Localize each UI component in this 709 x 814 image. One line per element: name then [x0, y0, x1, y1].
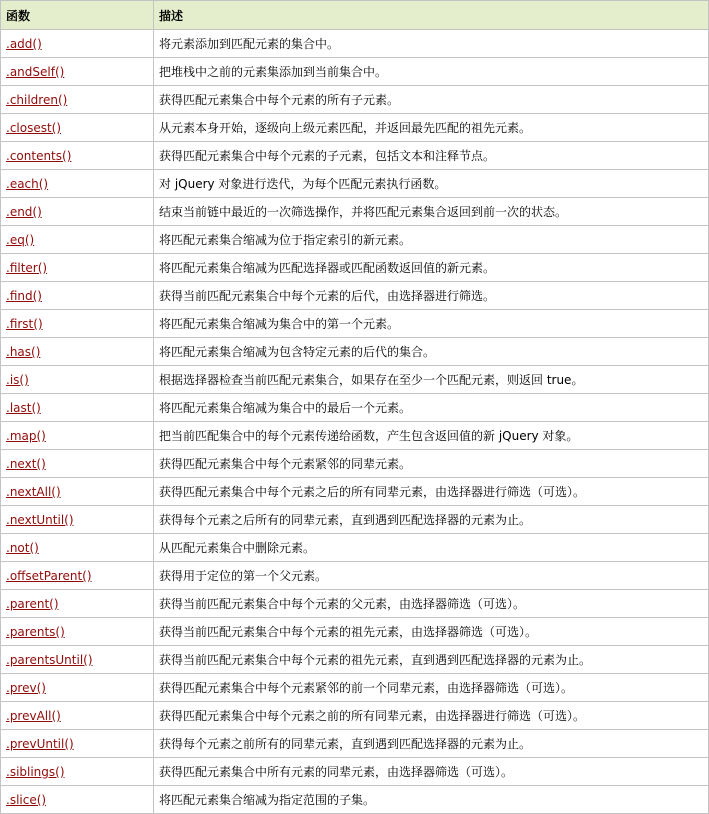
function-link[interactable]: .not() — [6, 540, 39, 555]
description-cell: 获得每个元素之前所有的同辈元素，直到遇到匹配选择器的元素为止。 — [154, 730, 709, 758]
table-row — [1, 758, 709, 786]
function-link[interactable]: .add() — [6, 36, 42, 51]
function-cell — [1, 394, 154, 422]
function-cell — [1, 114, 154, 142]
function-link[interactable]: .prevAll() — [6, 708, 61, 723]
function-cell — [1, 142, 154, 170]
description-cell: 获得当前匹配元素集合中每个元素的父元素，由选择器筛选（可选）。 — [154, 590, 709, 618]
function-cell — [1, 338, 154, 366]
header-description: 描述 — [154, 1, 709, 30]
function-link[interactable]: .next() — [6, 456, 46, 471]
function-cell — [1, 282, 154, 310]
description-cell: 获得匹配元素集合中每个元素之前的所有同辈元素，由选择器进行筛选（可选）。 — [154, 702, 709, 730]
table-row — [1, 86, 709, 114]
function-cell — [1, 30, 154, 58]
function-cell — [1, 198, 154, 226]
description-cell: 获得匹配元素集合中每个元素的子元素，包括文本和注释节点。 — [154, 142, 709, 170]
description-cell: 获得匹配元素集合中每个元素紧邻的同辈元素。 — [154, 450, 709, 478]
table-row — [1, 786, 709, 814]
function-link[interactable]: .prev() — [6, 680, 46, 695]
table-row — [1, 674, 709, 702]
table-body — [1, 30, 709, 814]
description-cell: 将匹配元素集合缩减为包含特定元素的后代的集合。 — [154, 338, 709, 366]
table-row — [1, 254, 709, 282]
function-link[interactable]: .nextUntil() — [6, 512, 74, 527]
function-link[interactable]: .filter() — [6, 260, 48, 275]
function-link[interactable]: .last() — [6, 400, 41, 415]
function-link[interactable]: .nextAll() — [6, 484, 61, 499]
table-row — [1, 730, 709, 758]
function-link[interactable]: .slice() — [6, 792, 47, 807]
function-link[interactable]: .andSelf() — [6, 64, 65, 79]
description-cell: 获得匹配元素集合中所有元素的同辈元素，由选择器筛选（可选）。 — [154, 758, 709, 786]
function-link[interactable]: .map() — [6, 428, 46, 443]
function-cell — [1, 450, 154, 478]
table-row — [1, 394, 709, 422]
function-link[interactable]: .offsetParent() — [6, 568, 92, 583]
header-function: 函数 — [1, 1, 154, 30]
description-cell: 将匹配元素集合缩减为集合中的第一个元素。 — [154, 310, 709, 338]
table-row — [1, 310, 709, 338]
function-link[interactable]: .parents() — [6, 624, 65, 639]
table-row — [1, 618, 709, 646]
description-cell: 将匹配元素集合缩减为集合中的最后一个元素。 — [154, 394, 709, 422]
description-cell: 获得当前匹配元素集合中每个元素的后代，由选择器进行筛选。 — [154, 282, 709, 310]
table-row — [1, 226, 709, 254]
description-cell: 获得用于定位的第一个父元素。 — [154, 562, 709, 590]
description-cell: 从元素本身开始，逐级向上级元素匹配，并返回最先匹配的祖先元素。 — [154, 114, 709, 142]
function-link[interactable]: .eq() — [6, 232, 35, 247]
function-link[interactable]: .contents() — [6, 148, 72, 163]
function-cell — [1, 478, 154, 506]
description-cell: 结束当前链中最近的一次筛选操作，并将匹配元素集合返回到前一次的状态。 — [154, 198, 709, 226]
table-row — [1, 170, 709, 198]
function-cell — [1, 758, 154, 786]
description-cell: 获得当前匹配元素集合中每个元素的祖先元素，直到遇到匹配选择器的元素为止。 — [154, 646, 709, 674]
table-row — [1, 282, 709, 310]
table-row — [1, 366, 709, 394]
function-link[interactable]: .closest() — [6, 120, 62, 135]
function-cell — [1, 170, 154, 198]
function-cell — [1, 422, 154, 450]
function-cell — [1, 786, 154, 814]
function-link[interactable]: .prevUntil() — [6, 736, 74, 751]
description-cell: 获得每个元素之后所有的同辈元素，直到遇到匹配选择器的元素为止。 — [154, 506, 709, 534]
description-cell: 从匹配元素集合中删除元素。 — [154, 534, 709, 562]
table-row — [1, 702, 709, 730]
description-cell: 对 jQuery 对象进行迭代，为每个匹配元素执行函数。 — [154, 170, 709, 198]
description-cell: 把堆栈中之前的元素集添加到当前集合中。 — [154, 58, 709, 86]
function-link[interactable]: .each() — [6, 176, 49, 191]
function-cell — [1, 534, 154, 562]
description-cell: 将匹配元素集合缩减为指定范围的子集。 — [154, 786, 709, 814]
description-cell: 根据选择器检查当前匹配元素集合，如果存在至少一个匹配元素，则返回 true。 — [154, 366, 709, 394]
table-row — [1, 590, 709, 618]
table-row — [1, 646, 709, 674]
function-link[interactable]: .has() — [6, 344, 41, 359]
table-row — [1, 58, 709, 86]
table-row — [1, 114, 709, 142]
function-link[interactable]: .is() — [6, 372, 29, 387]
description-cell: 获得匹配元素集合中每个元素紧邻的前一个同辈元素，由选择器筛选（可选）。 — [154, 674, 709, 702]
table-row — [1, 534, 709, 562]
function-link[interactable]: .find() — [6, 288, 42, 303]
table-row — [1, 422, 709, 450]
function-cell — [1, 618, 154, 646]
table-row — [1, 506, 709, 534]
function-link[interactable]: .siblings() — [6, 764, 65, 779]
function-cell — [1, 506, 154, 534]
table-row — [1, 562, 709, 590]
table-row — [1, 198, 709, 226]
function-cell — [1, 86, 154, 114]
description-cell: 把当前匹配集合中的每个元素传递给函数，产生包含返回值的新 jQuery 对象。 — [154, 422, 709, 450]
description-cell: 将匹配元素集合缩减为位于指定索引的新元素。 — [154, 226, 709, 254]
function-cell — [1, 702, 154, 730]
description-cell: 将元素添加到匹配元素的集合中。 — [154, 30, 709, 58]
table-header-row — [1, 1, 709, 30]
function-link[interactable]: .parentsUntil() — [6, 652, 93, 667]
function-cell — [1, 674, 154, 702]
function-cell — [1, 226, 154, 254]
function-link[interactable]: .first() — [6, 316, 43, 331]
description-cell: 将匹配元素集合缩减为匹配选择器或匹配函数返回值的新元素。 — [154, 254, 709, 282]
function-cell — [1, 366, 154, 394]
description-cell: 获得当前匹配元素集合中每个元素的祖先元素，由选择器筛选（可选）。 — [154, 618, 709, 646]
function-cell — [1, 310, 154, 338]
table-row — [1, 338, 709, 366]
function-cell — [1, 562, 154, 590]
table-row — [1, 30, 709, 58]
function-link[interactable]: .children() — [6, 92, 68, 107]
function-link[interactable]: .parent() — [6, 596, 59, 611]
function-cell — [1, 58, 154, 86]
function-cell — [1, 590, 154, 618]
function-cell — [1, 730, 154, 758]
function-cell — [1, 646, 154, 674]
function-cell — [1, 254, 154, 282]
table-row — [1, 478, 709, 506]
function-link[interactable]: .end() — [6, 204, 42, 219]
table-row — [1, 450, 709, 478]
table-row — [1, 142, 709, 170]
description-cell: 获得匹配元素集合中每个元素之后的所有同辈元素，由选择器进行筛选（可选）。 — [154, 478, 709, 506]
description-cell: 获得匹配元素集合中每个元素的所有子元素。 — [154, 86, 709, 114]
